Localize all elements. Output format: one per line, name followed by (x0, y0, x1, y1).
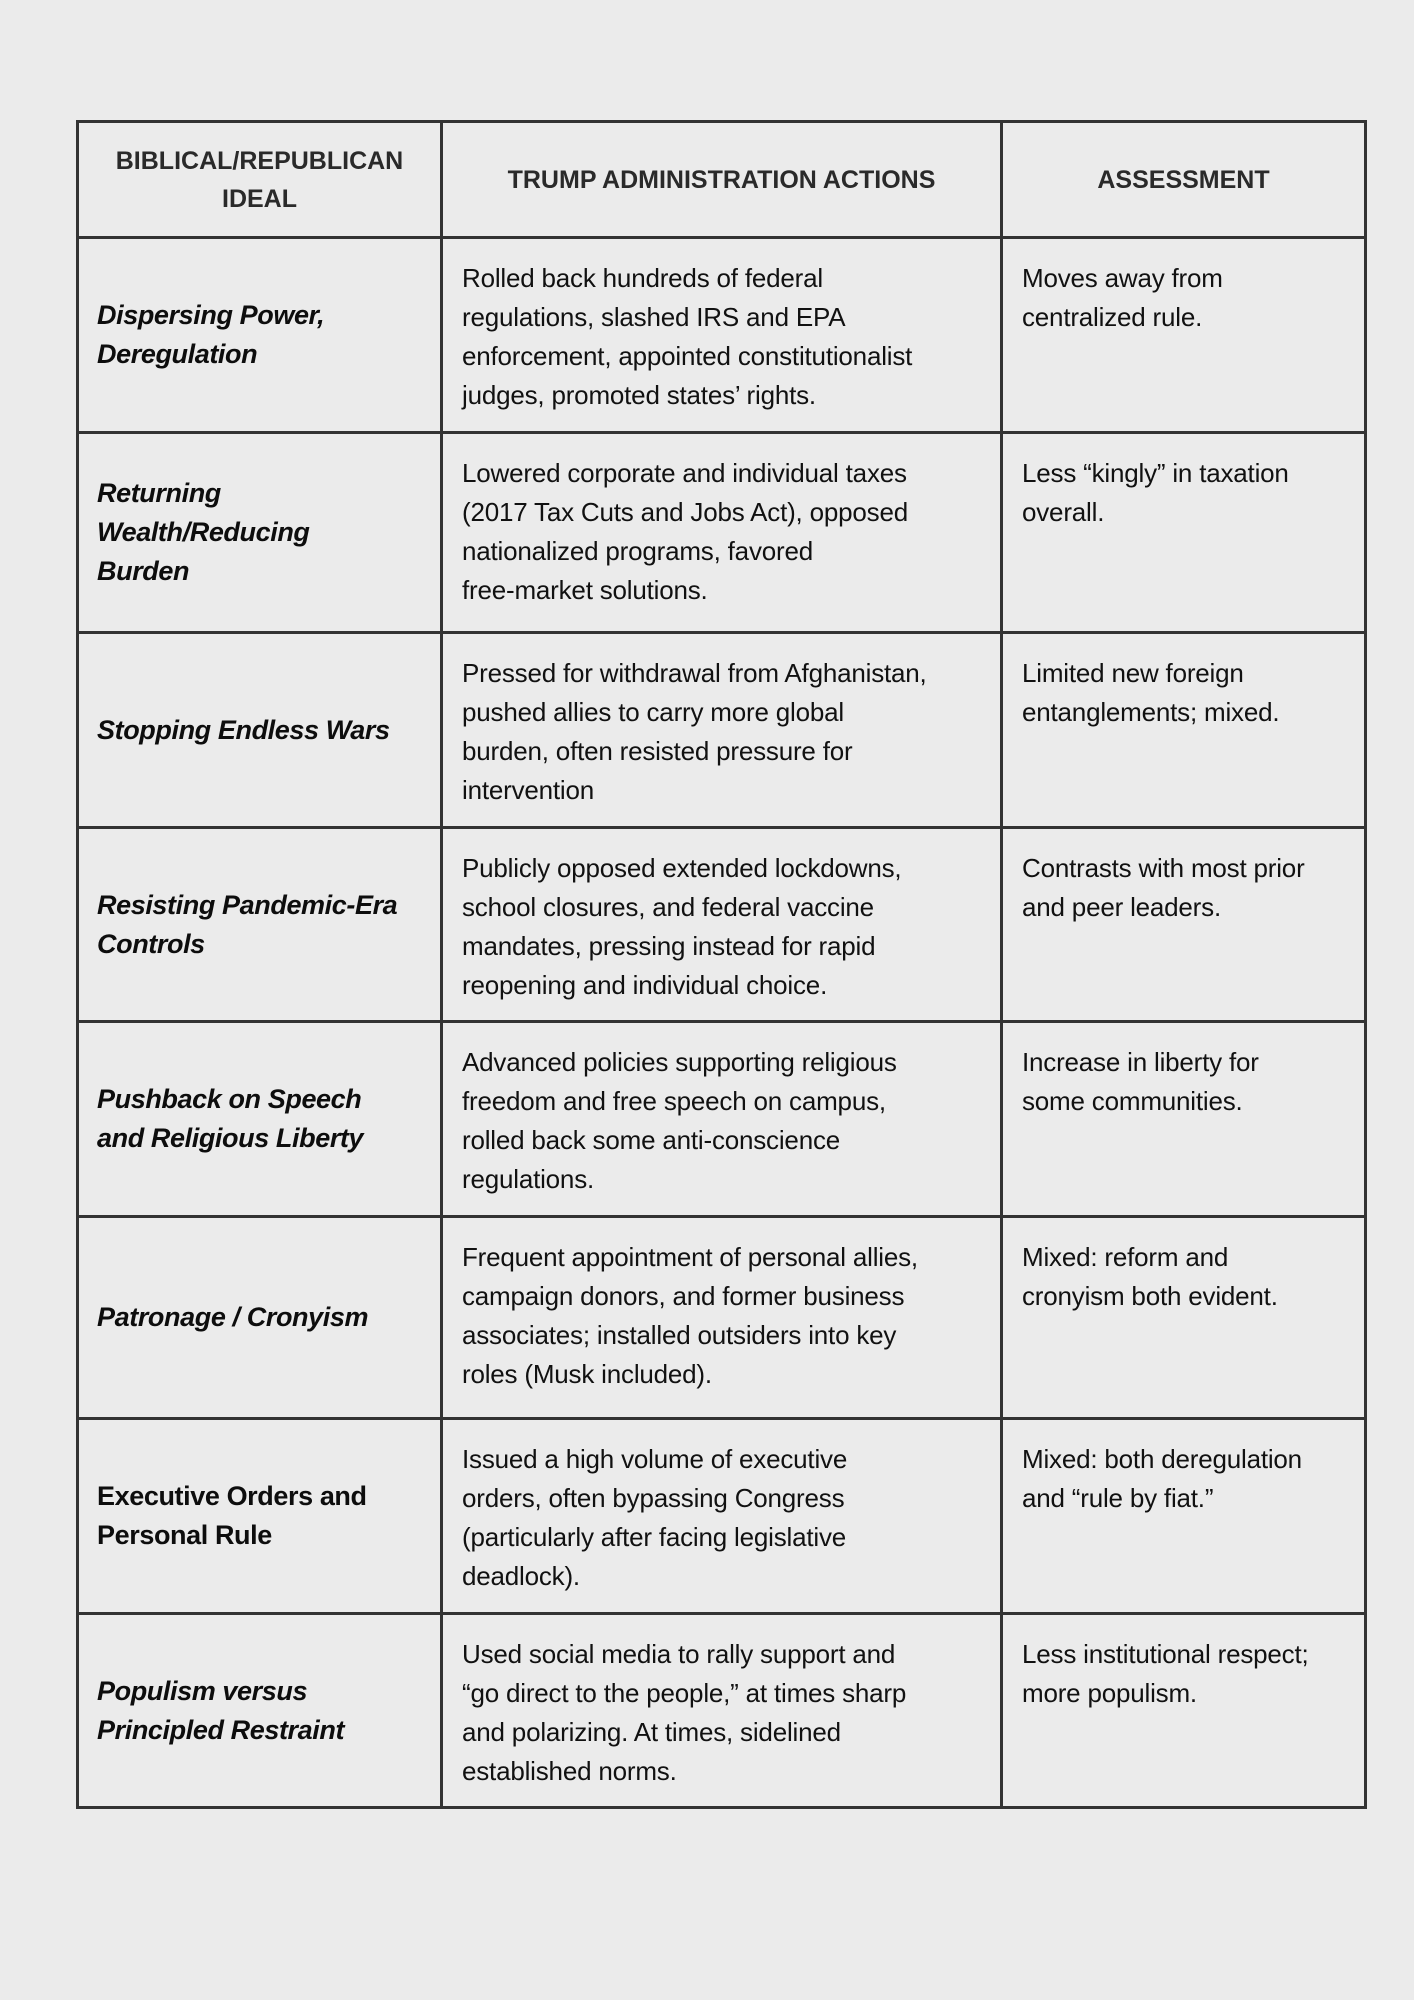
cell-line: and Religious Liberty (97, 1123, 364, 1153)
ideal-cell (78, 1217, 442, 1419)
cell-line: Principled Restraint (97, 1714, 345, 1745)
cell-line: Increase in liberty for (1022, 1047, 1259, 1077)
assessment-cell (1002, 1614, 1366, 1808)
ideal-cell (78, 238, 442, 433)
column-header-actions (442, 122, 1002, 238)
cell-line: Personal Rule (97, 1520, 272, 1550)
column-header-ideal (78, 122, 442, 238)
cell-line: more populism. (1022, 1678, 1197, 1708)
cell-line: Limited new foreign (1022, 658, 1244, 688)
cell-line: Patronage / Cronyism (97, 1302, 369, 1332)
ideal-cell (78, 828, 442, 1022)
actions-cell (442, 828, 1002, 1022)
cell-line: freedom and free speech on campus, (462, 1086, 886, 1116)
assessment-cell (1002, 238, 1366, 433)
cell-line: “go direct to the people,” at times sharp (462, 1678, 907, 1708)
header-line: ASSESSMENT (1097, 165, 1270, 194)
assessment-cell (1002, 1217, 1366, 1419)
ideal-cell (78, 633, 442, 828)
assessment-cell (1002, 633, 1366, 828)
cell-line: judges, promoted states’ rights. (462, 380, 816, 410)
cell-line: campaign donors, and former business (462, 1281, 905, 1311)
cell-line: Contrasts with most prior (1022, 853, 1305, 883)
table-row (78, 1419, 1366, 1614)
assessment-cell (1002, 433, 1366, 633)
column-header-assessment (1002, 122, 1366, 238)
header-line: BIBLICAL/REPUBLICAN (115, 146, 404, 175)
cell-line: and peer leaders. (1022, 892, 1221, 922)
cell-line: Mixed: reform and (1022, 1242, 1229, 1272)
cell-line: entanglements; mixed. (1022, 697, 1280, 727)
table-row (78, 633, 1366, 828)
cell-line: Rolled back hundreds of federal (462, 263, 823, 293)
assessment-cell (1002, 1022, 1366, 1217)
comparison-table (76, 120, 1367, 1809)
cell-line: Executive Orders and (97, 1481, 367, 1511)
cell-line: roles (Musk included). (462, 1359, 712, 1389)
cell-line: rolled back some anti-conscience (462, 1125, 841, 1155)
cell-line: school closures, and federal vaccine (462, 892, 874, 922)
cell-line: associates; installed outsiders into key (462, 1320, 897, 1350)
ideal-cell (78, 1022, 442, 1217)
cell-line: Dispersing Power, (97, 300, 325, 330)
table-row (78, 1614, 1366, 1808)
cell-line: Advanced policies supporting religious (462, 1047, 897, 1077)
cell-line: overall. (1022, 497, 1105, 527)
cell-line: burden, often resisted pressure for (462, 736, 853, 766)
actions-cell (442, 238, 1002, 433)
cell-line: Burden (97, 556, 190, 586)
cell-line: Pressed for withdrawal from Afghanistan, (462, 658, 927, 688)
cell-line: (particularly after facing legislative (462, 1522, 847, 1552)
actions-cell (442, 1022, 1002, 1217)
cell-line: Publicly opposed extended lockdowns, (462, 853, 902, 883)
cell-line: centralized rule. (1022, 302, 1203, 332)
cell-line: Used social media to rally support and (462, 1639, 896, 1669)
actions-cell (442, 433, 1002, 633)
ideal-cell (78, 1419, 442, 1614)
cell-line: orders, often bypassing Congress (462, 1483, 845, 1513)
cell-line: Frequent appointment of personal allies, (462, 1242, 918, 1272)
cell-line: Mixed: both deregulation (1022, 1444, 1302, 1474)
cell-line: regulations, slashed IRS and EPA (462, 302, 846, 332)
header-line: TRUMP ADMINISTRATION ACTIONS (507, 165, 936, 194)
cell-line: Moves away from (1022, 263, 1223, 293)
ideal-cell (78, 433, 442, 633)
cell-line: Resisting Pandemic-Era (97, 889, 398, 920)
cell-line: Deregulation (97, 339, 258, 369)
cell-line: Populism versus (97, 1675, 308, 1706)
cell-line: nationalized programs, favored (462, 536, 813, 566)
cell-line: Pushback on Speech (97, 1084, 362, 1114)
cell-line: established norms. (462, 1756, 677, 1786)
cell-line: Returning (97, 478, 221, 508)
cell-line: (2017 Tax Cuts and Jobs Act), opposed (462, 497, 908, 527)
actions-cell (442, 1419, 1002, 1614)
cell-line: Less “kingly” in taxation (1022, 458, 1289, 488)
cell-line: Stopping Endless Wars (97, 714, 390, 745)
cell-line: Lowered corporate and individual taxes (462, 458, 907, 488)
table-row (78, 1217, 1366, 1419)
table-row (78, 828, 1366, 1022)
cell-line: and polarizing. At times, sidelined (462, 1717, 841, 1747)
cell-line: regulations. (462, 1164, 595, 1194)
table-row (78, 433, 1366, 633)
assessment-cell (1002, 828, 1366, 1022)
cell-line: Wealth/Reducing (97, 517, 310, 547)
cell-line: reopening and individual choice. (462, 970, 828, 1000)
actions-cell (442, 1217, 1002, 1419)
header-line: IDEAL (222, 184, 297, 213)
cell-line: enforcement, appointed constitutionalist (462, 341, 913, 371)
header-row (78, 122, 1366, 238)
cell-line: Less institutional respect; (1022, 1639, 1309, 1669)
assessment-cell (1002, 1419, 1366, 1614)
cell-line: deadlock). (462, 1561, 580, 1591)
actions-cell (442, 633, 1002, 828)
cell-line: some communities. (1022, 1086, 1243, 1116)
cell-line: intervention (462, 775, 595, 805)
cell-line: and “rule by fiat.” (1022, 1483, 1214, 1513)
ideal-cell (78, 1614, 442, 1808)
table-row (78, 1022, 1366, 1217)
cell-line: mandates, pressing instead for rapid (462, 931, 876, 961)
actions-cell (442, 1614, 1002, 1808)
cell-line: free-market solutions. (462, 575, 708, 605)
cell-line: pushed allies to carry more global (462, 697, 844, 727)
cell-line: Controls (97, 928, 205, 959)
cell-line: Issued a high volume of executive (462, 1444, 848, 1474)
table-row (78, 238, 1366, 433)
cell-line: cronyism both evident. (1022, 1281, 1278, 1311)
